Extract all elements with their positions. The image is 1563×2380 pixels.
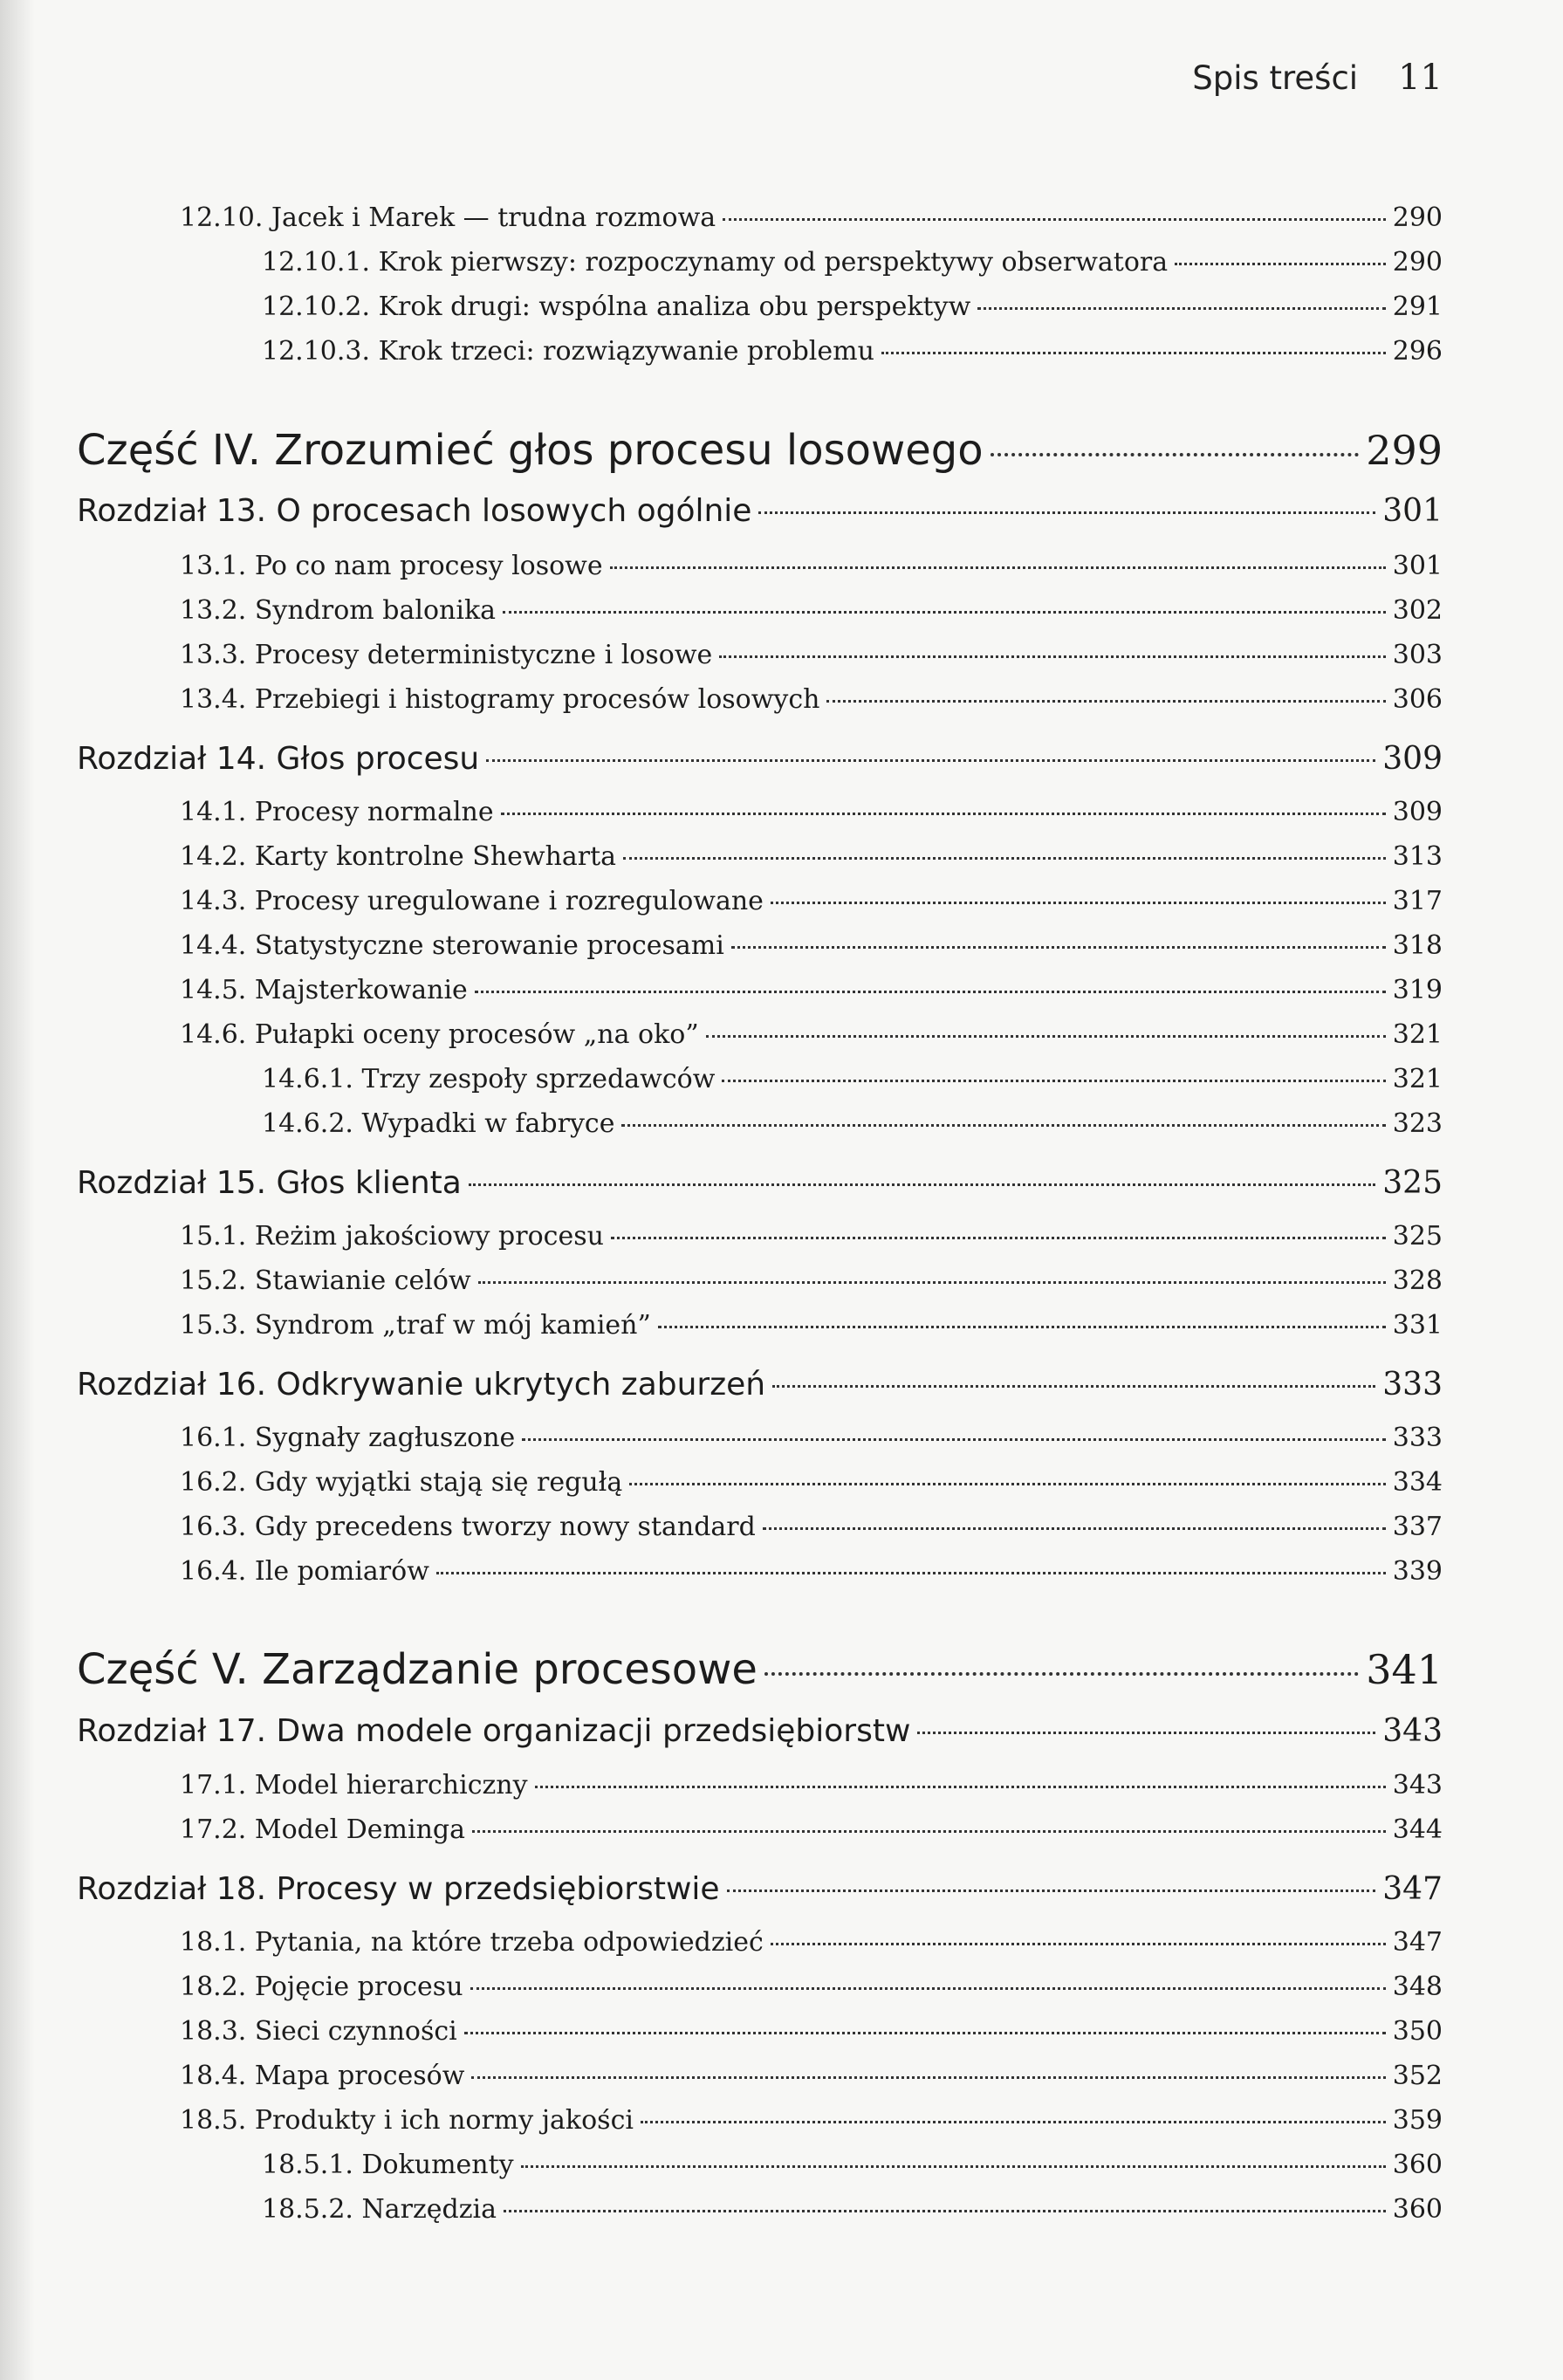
toc-entry-page: 296 [1392, 336, 1443, 367]
toc-entry-sub [180, 1467, 1443, 1507]
toc-entry-title: Rozdział 14. Głos procesu [77, 741, 480, 777]
toc-entry-page: 331 [1392, 1310, 1443, 1341]
dot-leader [501, 813, 1386, 815]
toc-entry-title: 12.10.1. Krok pierwszy: rozpoczynamy od perspektywy obserwatora [262, 247, 1169, 278]
toc-entry-sub [180, 930, 1443, 971]
dot-leader [658, 1326, 1386, 1328]
toc-entry-title: 18.5.1. Dokumenty [262, 2150, 514, 2180]
dot-leader [771, 902, 1386, 904]
toc-entry-title: 18.1. Pytania, na które trzeba odpowiedzieć [180, 1927, 764, 1958]
toc-entry-page: 333 [1382, 1367, 1443, 1403]
toc-entry-title: Część IV. Zrozumieć głos procesu losowego [77, 426, 984, 475]
toc-entry-title: 17.1. Model hierarchiczny [180, 1770, 528, 1800]
dot-leader [470, 1987, 1386, 1990]
toc-entry-sub [180, 1556, 1443, 1596]
toc-entry-page: 309 [1382, 741, 1443, 777]
toc-entry-sub [180, 202, 1443, 243]
toc-entry-title: Rozdział 15. Głos klienta [77, 1165, 462, 1201]
toc-entry-page: 301 [1392, 551, 1443, 581]
toc-entry-page: 317 [1392, 886, 1443, 916]
dot-leader [881, 352, 1386, 354]
dot-leader [826, 700, 1385, 703]
toc-entry-page: 306 [1392, 684, 1443, 715]
toc-entry-title: Rozdział 18. Procesy w przedsiębiorstwie [77, 1871, 720, 1907]
toc-entry-page: 350 [1392, 2016, 1443, 2047]
toc-entry-page: 321 [1392, 1019, 1443, 1050]
toc-entry-page: 360 [1392, 2150, 1443, 2180]
toc-entry-sub [180, 1310, 1443, 1350]
toc-entry-title: 16.3. Gdy precedens tworzy nowy standard [180, 1512, 756, 1542]
toc-entry-page: 319 [1392, 975, 1443, 1005]
toc-entry-subsub [262, 1108, 1443, 1149]
toc-entry-page: 309 [1392, 797, 1443, 827]
dot-leader [486, 759, 1375, 762]
running-header-title: Spis treści [1192, 59, 1359, 97]
toc-entry-title: 18.2. Pojęcie procesu [180, 1972, 463, 2002]
toc-entry-sub [180, 886, 1443, 926]
toc-entry-title: 12.10.3. Krok trzeci: rozwiązywanie problemu [262, 336, 874, 367]
page-gutter-shadow [0, 0, 35, 2380]
dot-leader [771, 1943, 1386, 1945]
running-header [1192, 58, 1443, 98]
toc-entry-page: 302 [1392, 595, 1443, 626]
toc-entry-page: 325 [1382, 1165, 1443, 1201]
toc-entry-page: 323 [1392, 1108, 1443, 1139]
toc-entry-title: 12.10.2. Krok drugi: wspólna analiza obu perspektyw [262, 291, 971, 322]
dot-leader [621, 1124, 1385, 1127]
toc-entry-sub [180, 684, 1443, 724]
toc-entry-subsub [262, 247, 1443, 287]
toc-entry-chapter [77, 1367, 1443, 1412]
dot-leader [629, 1483, 1385, 1485]
dot-leader [623, 857, 1386, 860]
toc-entry-title: 15.3. Syndrom „traf w mój kamień” [180, 1310, 651, 1341]
toc-entry-title: 17.2. Model Deminga [180, 1814, 465, 1845]
toc-entry-page: 339 [1392, 1556, 1443, 1587]
dot-leader [469, 1183, 1375, 1186]
toc-entry-sub [180, 1265, 1443, 1306]
toc-entry-part [77, 1645, 1443, 1701]
toc-entry-page: 343 [1392, 1770, 1443, 1800]
toc-entry-chapter [77, 741, 1443, 786]
dot-leader [763, 1527, 1386, 1530]
toc-entry-page: 347 [1382, 1871, 1443, 1907]
toc-entry-title: 14.6.1. Trzy zespoły sprzedawców [262, 1064, 716, 1094]
toc-entry-sub [180, 1927, 1443, 1967]
toc-entry-sub [180, 2016, 1443, 2056]
toc-entry-title: 16.2. Gdy wyjątki stają się regułą [180, 1467, 623, 1498]
dot-leader [731, 946, 1386, 949]
toc-entry-title: 16.4. Ile pomiarów [180, 1556, 429, 1587]
dot-leader [535, 1786, 1386, 1788]
dot-leader [521, 2165, 1386, 2168]
toc-entry-title: 18.4. Mapa procesów [180, 2061, 465, 2091]
toc-entry-page: 290 [1392, 202, 1443, 233]
dot-leader [977, 307, 1385, 310]
toc-entry-title: 14.4. Statystyczne sterowanie procesami [180, 930, 724, 961]
toc-entry-sub [180, 1814, 1443, 1855]
toc-entry-sub [180, 1972, 1443, 2012]
toc-entry-sub [180, 1512, 1443, 1552]
toc-entry-page: 333 [1392, 1423, 1443, 1453]
toc-entry-sub [180, 1221, 1443, 1261]
toc-entry-page: 313 [1392, 841, 1443, 872]
toc-entry-page: 291 [1392, 291, 1443, 322]
toc-entry-sub [180, 2105, 1443, 2145]
toc-entry-page: 341 [1366, 1646, 1443, 1693]
page-number: 11 [1398, 58, 1443, 98]
dot-leader [758, 511, 1375, 514]
toc-entry-page: 344 [1392, 1814, 1443, 1845]
toc-entry-title: 15.1. Reżim jakościowy procesu [180, 1221, 604, 1252]
toc-entry-chapter [77, 1713, 1443, 1759]
toc-entry-page: 347 [1392, 1927, 1443, 1958]
toc-entry-title: 13.3. Procesy deterministyczne i losowe [180, 640, 713, 670]
toc-entry-subsub [262, 2194, 1443, 2234]
toc-entry-chapter [77, 493, 1443, 538]
toc-entry-title: 14.6. Pułapki oceny procesów „na oko” [180, 1019, 699, 1050]
dot-leader [706, 1035, 1386, 1038]
toc-entry-page: 352 [1392, 2061, 1443, 2091]
toc-entry-part [77, 426, 1443, 482]
dot-leader [611, 1237, 1386, 1239]
toc-entry-subsub [262, 2150, 1443, 2190]
dot-leader [641, 2121, 1386, 2123]
toc-entry-subsub [262, 1064, 1443, 1104]
toc-entry-page: 321 [1392, 1064, 1443, 1094]
toc-entry-page: 301 [1382, 493, 1443, 529]
toc-entry-chapter [77, 1165, 1443, 1211]
dot-leader [764, 1672, 1359, 1676]
toc-entry-title: 14.6.2. Wypadki w fabryce [262, 1108, 615, 1139]
toc-entry-sub [180, 1019, 1443, 1060]
toc-entry-page: 299 [1366, 427, 1443, 474]
toc-entry-title: 16.1. Sygnały zagłuszone [180, 1423, 516, 1453]
toc-entry-page: 360 [1392, 2194, 1443, 2225]
toc-entry-page: 318 [1392, 930, 1443, 961]
toc-entry-title: 14.5. Majsterkowanie [180, 975, 468, 1005]
dot-leader [722, 1080, 1385, 1082]
toc-entry-title: 13.2. Syndrom balonika [180, 595, 497, 626]
toc-entry-title: Część V. Zarządzanie procesowe [77, 1645, 758, 1694]
toc-entry-title: 18.3. Sieci czynności [180, 2016, 457, 2047]
toc-entry-subsub [262, 291, 1443, 332]
toc-entry-title: 14.3. Procesy uregulowane i rozregulowane [180, 886, 764, 916]
toc-entry-title: 12.10. Jacek i Marek — trudna rozmowa [180, 202, 716, 233]
dot-leader [471, 2076, 1385, 2079]
toc-entry-title: 15.2. Stawianie celów [180, 1265, 471, 1296]
toc-entry-page: 328 [1392, 1265, 1443, 1296]
dot-leader [464, 2032, 1386, 2034]
dot-leader [723, 218, 1386, 221]
toc-entry-page: 325 [1392, 1221, 1443, 1252]
toc-entry-title: 13.1. Po co nam procesy losowe [180, 551, 603, 581]
dot-leader [478, 1281, 1386, 1284]
toc-entry-title: 13.4. Przebiegi i histogramy procesów losowych [180, 684, 820, 715]
dot-leader [436, 1572, 1386, 1574]
toc-entry-title: Rozdział 17. Dwa modele organizacji przedsiębiorstw [77, 1713, 911, 1749]
toc-entry-title: Rozdział 13. O procesach losowych ogólnie [77, 493, 752, 529]
toc-entry-title: 18.5.2. Narzędzia [262, 2194, 497, 2225]
toc-entry-subsub [262, 336, 1443, 376]
toc-entry-page: 334 [1392, 1467, 1443, 1498]
dot-leader [610, 566, 1386, 569]
toc-entry-title: 18.5. Produkty i ich normy jakości [180, 2105, 634, 2136]
toc-entry-sub [180, 551, 1443, 591]
toc-entry-page: 290 [1392, 247, 1443, 278]
dot-leader [472, 1830, 1386, 1833]
dot-leader [504, 2210, 1386, 2212]
toc-entry-sub [180, 640, 1443, 680]
dot-leader [991, 453, 1360, 456]
toc-entry-page: 359 [1392, 2105, 1443, 2136]
dot-leader [772, 1385, 1375, 1388]
dot-leader [475, 991, 1386, 993]
toc-entry-title: 14.2. Karty kontrolne Shewharta [180, 841, 617, 872]
toc-entry-title: Rozdział 16. Odkrywanie ukrytych zaburzeń [77, 1367, 766, 1403]
toc-entry-sub [180, 1423, 1443, 1463]
toc-entry-chapter [77, 1871, 1443, 1917]
toc-entry-sub [180, 975, 1443, 1015]
toc-entry-sub [180, 1770, 1443, 1810]
toc-entry-page: 343 [1382, 1713, 1443, 1749]
toc-entry-page: 303 [1392, 640, 1443, 670]
toc-entry-page: 348 [1392, 1972, 1443, 2002]
toc-entry-title: 14.1. Procesy normalne [180, 797, 494, 827]
dot-leader [917, 1732, 1375, 1734]
toc-entry-page: 337 [1392, 1512, 1443, 1542]
dot-leader [522, 1438, 1385, 1441]
dot-leader [719, 655, 1385, 658]
toc-entry-sub [180, 595, 1443, 635]
dot-leader [1175, 263, 1386, 265]
toc-entry-sub [180, 797, 1443, 837]
dot-leader [727, 1890, 1376, 1892]
dot-leader [503, 611, 1386, 614]
toc-entry-sub [180, 841, 1443, 881]
toc-entry-sub [180, 2061, 1443, 2101]
